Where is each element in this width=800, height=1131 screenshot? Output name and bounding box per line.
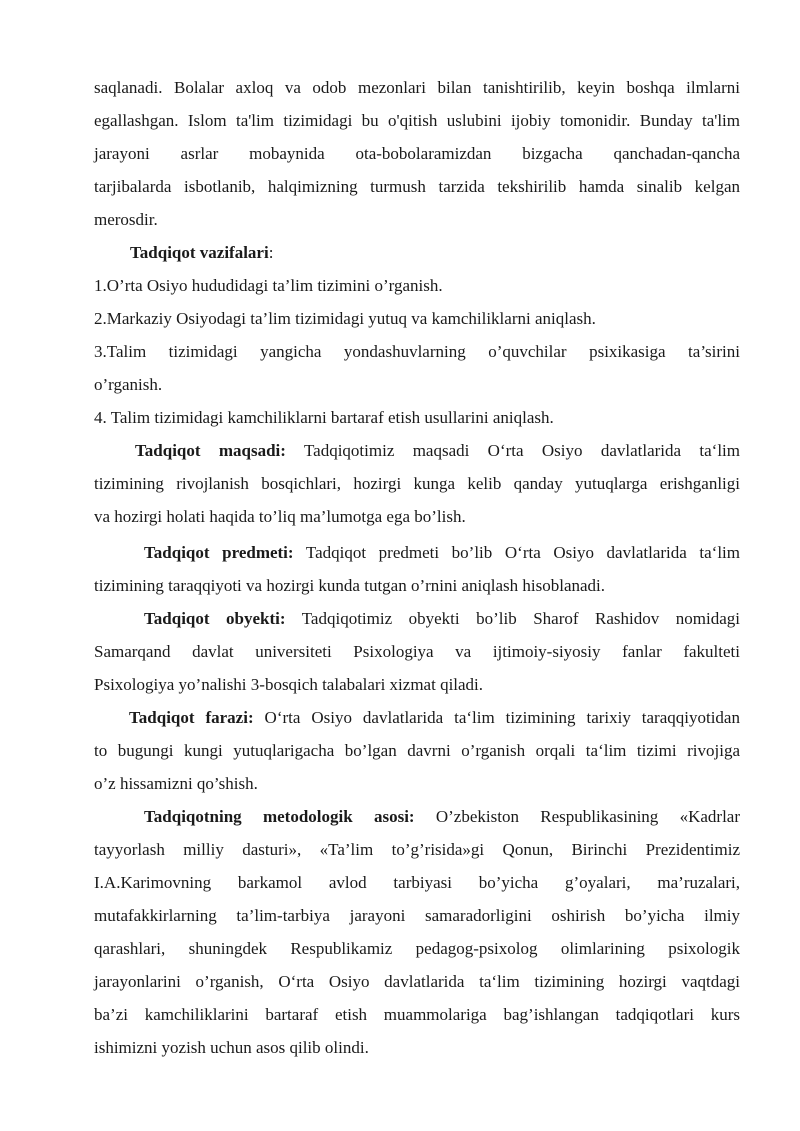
methodology-line: qarashlari, shuningdek Respublikamiz pedagog-psixolog olimlarining psixologik	[94, 939, 740, 958]
methodology-text: O’zbekiston Respublikasining «Kadrlar	[414, 807, 740, 826]
hypothesis-label: Tadqiqot farazi:	[129, 708, 254, 727]
methodology-line: I.A.Karimovning barkamol avlod tarbiyasi bo’yicha g’oyalari, ma’ruzalari,	[94, 873, 740, 892]
subject-line	[144, 543, 740, 563]
methodology-line: ishimizni yozish uchun asos qilib olindi.	[94, 1038, 369, 1057]
tasks-heading-colon: :	[268, 243, 274, 262]
object-text: Tadqiqotimiz obyekti bo’lib Sharof Rashidov nomidagi	[285, 609, 740, 628]
aim-line: va hozirgi holati haqida to’liq ma’lumotga ega bo’lish.	[94, 507, 466, 526]
aim-line: tizimining rivojlanish bosqichlari, hozirgi kunga kelib qanday yutuqlarga erishganligi	[94, 474, 740, 493]
hypothesis-line	[129, 708, 740, 728]
aim-label: Tadqiqot maqsadi:	[135, 441, 286, 460]
task-item-1: 1.O’rta Osiyo hududidagi ta’lim tizimini o’rganish.	[94, 276, 443, 295]
methodology-line: jarayonlarini o’rganish, O‘rta Osiyo davlatlarida ta‘lim tizimining hozirgi vaqtdagi	[94, 972, 740, 991]
subject-text: Tadqiqot predmeti bo’lib O‘rta Osiyo davlatlarida ta‘lim	[293, 543, 740, 562]
object-line: Psixologiya yo’nalishi 3-bosqich talabalari xizmat qiladi.	[94, 675, 484, 694]
subject-line: tizimining taraqqiyoti va hozirgi kunda tutgan o’rnini aniqlash hisoblanadi.	[94, 576, 606, 595]
task-item-3-cont: o’rganish.	[94, 375, 163, 394]
hypothesis-text: O‘rta Osiyo davlatlarida ta‘lim tizimining tarixiy taraqqiyotidan	[253, 708, 740, 727]
aim-text: Tadqiqotimiz maqsadi O‘rta Osiyo davlatlarida ta‘lim	[285, 441, 740, 460]
task-item-3: 3.Talim tizimidagi yangicha yondashuvlarning o’quvchilar psixikasiga ta’sirini	[94, 342, 740, 361]
paragraph-line: tarjibalarda isbotlanib, halqimizning turmush tarzida tekshirilib hamda sinalib kelgan	[94, 177, 740, 196]
tasks-heading-label: Tadqiqot vazifalari	[130, 243, 269, 262]
task-item-2: 2.Markaziy Osiyodagi ta’lim tizimidagi yutuq va kamchiliklarni aniqlash.	[94, 309, 596, 328]
methodology-label: Tadqiqotning metodologik asosi:	[144, 807, 415, 826]
paragraph-line: jarayoni asrlar mobaynida ota-bobolaramizdan bizgacha qanchadan-qancha	[94, 144, 740, 163]
paragraph-line: merosdir.	[94, 210, 158, 229]
hypothesis-line: o’z hissamizni qo’shish.	[94, 774, 258, 793]
methodology-line: ba’zi kamchiliklarini bartaraf etish muammolariga bag’ishlangan tadqiqotlari kurs	[94, 1005, 740, 1024]
methodology-line: mutafakkirlarning ta’lim-tarbiya jarayoni samaradorligini oshirish bo’yicha ilmiy	[94, 906, 740, 925]
tasks-heading	[130, 243, 273, 263]
subject-label: Tadqiqot predmeti:	[144, 543, 294, 562]
aim-line	[135, 441, 740, 461]
object-line: Samarqand davlat universiteti Psixologiya va ijtimoiy-siyosiy fanlar fakulteti	[94, 642, 740, 661]
methodology-line	[144, 807, 740, 827]
paragraph-line: saqlanadi. Bolalar axloq va odob mezonlari bilan tanishtirilib, keyin boshqa ilmlarni	[94, 78, 740, 97]
methodology-line: tayyorlash milliy dasturi», «Ta’lim to’g’risida»gi Qonun, Birinchi Prezidentimiz	[94, 840, 740, 859]
hypothesis-line: to bugungi kungi yutuqlarigacha bo’lgan davrni o’rganish orqali ta‘lim tizimi rivojiga	[94, 741, 740, 760]
paragraph-line: egallashgan. Islom ta'lim tizimidagi bu o'qitish uslubini ijobiy tomonidir. Bunday ta'lim	[94, 111, 740, 130]
object-line	[144, 609, 740, 629]
task-item-4: 4. Talim tizimidagi kamchiliklarni bartaraf etish usullarini aniqlash.	[94, 408, 554, 427]
object-label: Tadqiqot obyekti:	[144, 609, 286, 628]
